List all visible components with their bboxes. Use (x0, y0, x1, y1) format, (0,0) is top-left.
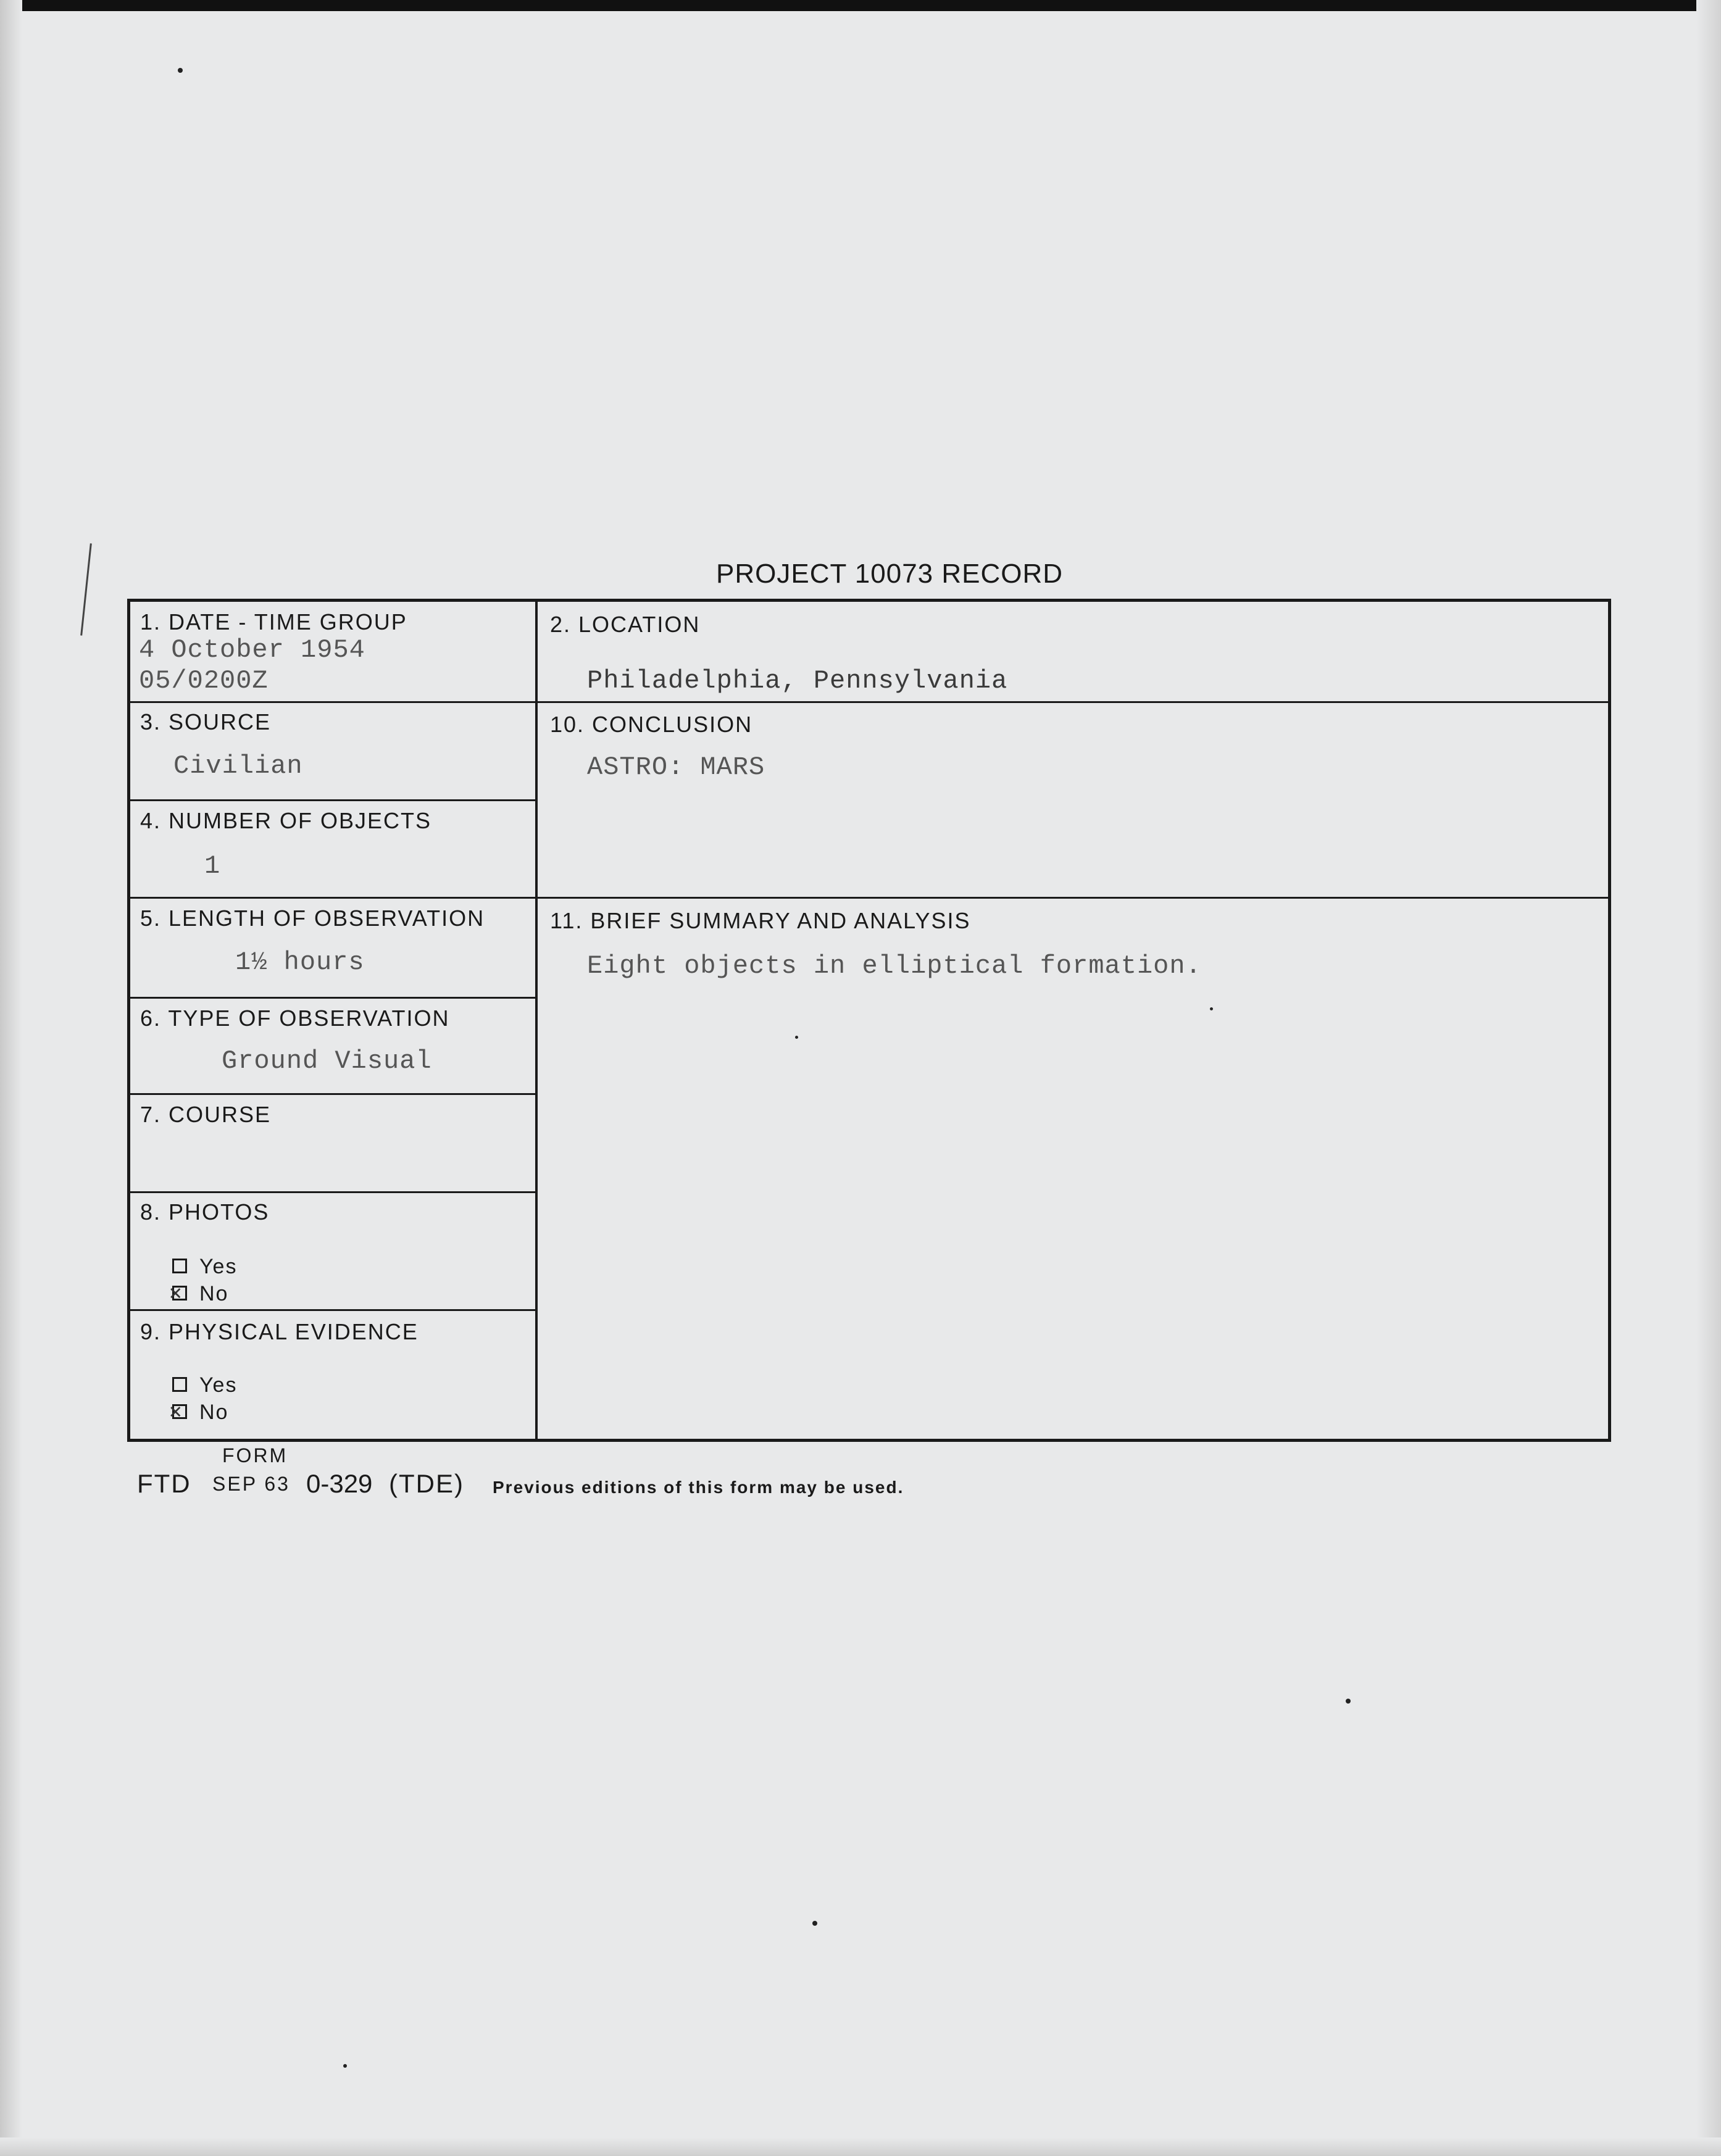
location-label: 2. LOCATION (550, 612, 701, 637)
source-value: Civilian (173, 751, 303, 781)
footer-form-word: FORM (222, 1444, 288, 1467)
row-divider (130, 997, 536, 999)
photos-no-text: No (199, 1282, 229, 1305)
conclusion-value: ASTRO: MARS (587, 752, 765, 782)
physical-evidence-yes-option (172, 1373, 237, 1397)
footer-form-number: 0-329 (306, 1469, 373, 1498)
column-divider (535, 602, 538, 1439)
date-time-line1: 4 October 1954 (139, 635, 365, 665)
row-divider (130, 1309, 536, 1311)
form-title: PROJECT 10073 RECORD (716, 559, 1064, 589)
course-label: 7. COURSE (140, 1102, 272, 1127)
length-of-observation-label: 5. LENGTH OF OBSERVATION (140, 905, 485, 931)
physical-evidence-yes-text: Yes (199, 1373, 238, 1397)
location-value: Philadelphia, Pennsylvania (587, 666, 1008, 696)
type-of-observation-label: 6. TYPE OF OBSERVATION (140, 1005, 450, 1031)
footer-ftd: FTD (137, 1469, 191, 1498)
row-divider (130, 799, 536, 801)
conclusion-label: 10. CONCLUSION (550, 712, 753, 737)
scan-right-edge (1696, 0, 1721, 2156)
row-divider (130, 701, 1608, 703)
type-of-observation-value: Ground Visual (222, 1046, 432, 1076)
x-check-mark-icon: ✕ (169, 1283, 183, 1307)
photos-label: 8. PHOTOS (140, 1199, 270, 1225)
row-divider (130, 1093, 536, 1095)
scan-top-edge (0, 0, 1721, 11)
record-form (127, 599, 1611, 1442)
scan-speck (343, 2064, 347, 2068)
physical-evidence-yes-checkbox (172, 1377, 187, 1392)
physical-evidence-label: 9. PHYSICAL EVIDENCE (140, 1319, 419, 1344)
source-label: 3. SOURCE (140, 709, 272, 735)
footer-date: SEP 63 (212, 1473, 290, 1495)
number-of-objects-value: 1 (204, 851, 221, 881)
scan-speck (178, 68, 183, 73)
row-divider (130, 1191, 536, 1193)
footer-note: Previous editions of this form may be used. (493, 1478, 904, 1497)
photos-no-checkbox (169, 1283, 187, 1307)
row-divider (130, 897, 1608, 899)
date-time-line2: 05/0200Z (139, 666, 269, 696)
scan-speck (812, 1921, 817, 1926)
photos-no-option (169, 1282, 229, 1307)
physical-evidence-no-text: No (199, 1401, 229, 1424)
photos-yes-option (172, 1255, 237, 1279)
summary-value: Eight objects in elliptical formation. (587, 951, 1202, 981)
summary-label: 11. BRIEF SUMMARY AND ANALYSIS (550, 908, 971, 933)
date-time-label: 1. DATE - TIME GROUP (140, 609, 407, 635)
photos-yes-checkbox (172, 1259, 187, 1273)
length-of-observation-value: 1½ hours (235, 947, 365, 977)
photos-yes-text: Yes (199, 1255, 238, 1278)
scan-speck (1346, 1699, 1351, 1704)
x-check-mark-icon: ✕ (169, 1401, 183, 1425)
number-of-objects-label: 4. NUMBER OF OBJECTS (140, 808, 432, 833)
footer-office: (TDE) (389, 1469, 464, 1498)
physical-evidence-no-option (169, 1401, 229, 1425)
scan-left-shadow (0, 0, 22, 2156)
scan-bottom-edge (0, 2137, 1721, 2156)
scan-scratch (80, 543, 92, 635)
physical-evidence-no-checkbox (169, 1401, 187, 1425)
